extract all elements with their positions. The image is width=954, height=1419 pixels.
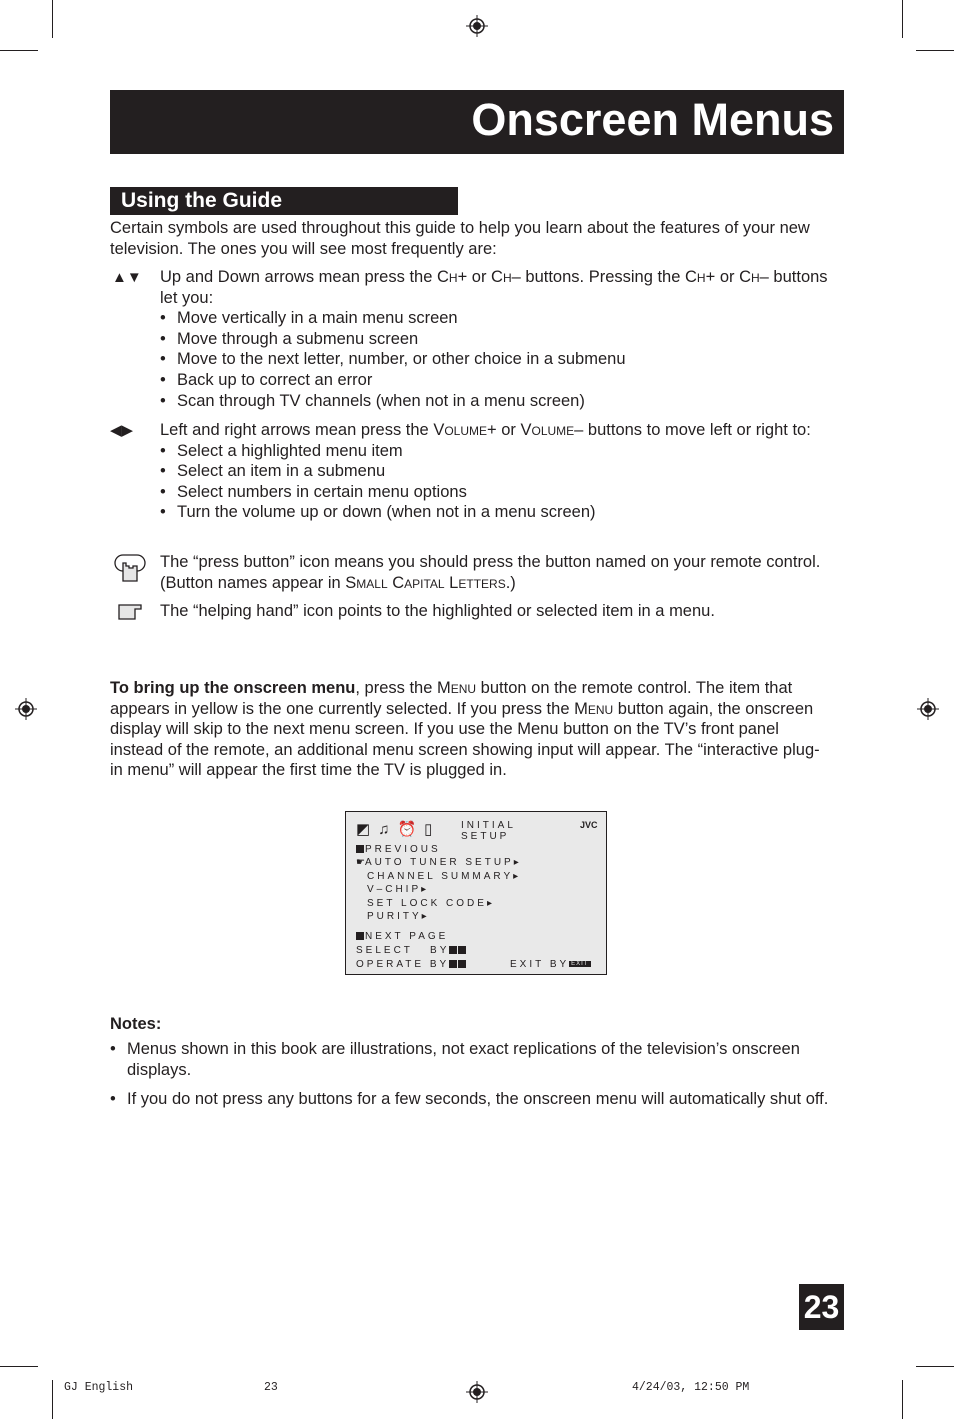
right-key-icon xyxy=(458,960,466,968)
list-item: • Move vertically in a main menu screen xyxy=(160,308,840,329)
menu-item: PURITY▸ xyxy=(367,911,430,922)
button-name: Ch xyxy=(685,268,706,286)
crop-mark xyxy=(52,0,53,38)
clock-icon: ⏰ xyxy=(397,821,425,838)
label: OPERATE BY xyxy=(356,959,450,970)
menu-item: CHANNEL SUMMARY▸ xyxy=(367,871,522,882)
button-name: Menu xyxy=(437,679,477,697)
menu-next-page xyxy=(356,931,448,942)
crop-mark xyxy=(52,1380,53,1419)
crop-mark xyxy=(902,0,903,38)
crop-mark xyxy=(916,50,954,51)
small-caps-text: Small Capital Letters xyxy=(345,573,506,592)
menu-select-by xyxy=(356,945,467,956)
crop-mark xyxy=(902,1380,903,1419)
button-name: Ch xyxy=(491,268,512,286)
list-item: • Scan through TV channels (when not in a menu screen) xyxy=(160,391,840,412)
menu-item-selected: ☛AUTO TUNER SETUP▸ xyxy=(356,857,522,868)
bold-lead: To bring up the onscreen menu xyxy=(110,679,356,697)
label: NEXT PAGE xyxy=(365,931,449,942)
helping-hand-description: The “helping hand” icon points to the highlighted or selected item in a menu. xyxy=(160,602,715,620)
text: + or xyxy=(457,268,492,286)
text: – buttons. Pressing the xyxy=(511,268,685,286)
press-button-icon xyxy=(113,553,147,585)
list-item: • Move to the next letter, number, or other choice in a submenu xyxy=(160,349,840,370)
button-name: Volume xyxy=(520,421,575,439)
button-name: Volume xyxy=(433,421,487,439)
label: PURITY xyxy=(367,911,422,922)
remote-icon: ▯ xyxy=(424,821,441,838)
footer-left: GJ English xyxy=(64,1381,134,1394)
label: SELECT BY xyxy=(356,945,450,956)
left-key-icon xyxy=(449,960,457,968)
list-item: • Select numbers in certain menu options xyxy=(160,482,840,503)
menu-icons xyxy=(356,820,440,838)
button-name: Ch xyxy=(739,268,760,286)
text: Up and Down arrows mean press the xyxy=(160,268,437,286)
left-right-arrows-icon: ◀▶ xyxy=(110,422,134,439)
text: – buttons let you: xyxy=(160,268,828,307)
page-title-bar xyxy=(110,90,844,154)
down-key-icon xyxy=(356,932,364,940)
button-name: Menu xyxy=(574,699,614,718)
registration-mark-icon xyxy=(466,1381,488,1403)
bring-up-menu-paragraph xyxy=(110,678,820,781)
footer-center: 23 xyxy=(264,1381,278,1394)
updown-description xyxy=(160,267,840,411)
up-key-icon xyxy=(356,845,364,853)
list-item: • Back up to correct an error xyxy=(160,370,840,391)
label: CHANNEL SUMMARY xyxy=(367,871,514,882)
picture-icon: ◩ xyxy=(356,821,379,838)
text: + or xyxy=(705,268,740,286)
down-key-icon xyxy=(458,946,466,954)
note-item: • Menus shown in this book are illustrations, not exact replications of the television’s onscreen displays. xyxy=(110,1039,840,1080)
text: .) xyxy=(505,573,516,592)
label: PREVIOUS xyxy=(365,844,441,855)
menu-item: V–CHIP▸ xyxy=(367,884,430,895)
leftright-description xyxy=(160,420,840,523)
text: button on the remote control. The item that appears in yellow is the one currently selected. If you press the xyxy=(110,679,793,718)
note-item: • If you do not press any buttons for a few seconds, the onscreen menu will automatically shut off. xyxy=(110,1089,840,1110)
up-key-icon xyxy=(449,946,457,954)
label: SET LOCK CODE xyxy=(367,898,487,909)
label: AUTO TUNER SETUP xyxy=(364,857,514,868)
text: , press the xyxy=(355,679,437,697)
page-title: Onscreen Menus xyxy=(471,94,834,145)
press-button-description xyxy=(160,552,840,593)
menu-heading: SETUP xyxy=(461,831,510,842)
text: – buttons to move left or right to: xyxy=(574,421,811,439)
text: The “press button” icon means you should press the button named on your remote control. (Button names appear in xyxy=(160,553,821,592)
jvc-logo: JVC xyxy=(580,820,598,830)
leftright-list xyxy=(160,441,840,523)
list-item: • Select an item in a submenu xyxy=(160,461,840,482)
hand-pointer-icon: ☛ xyxy=(356,857,365,868)
menu-item: SET LOCK CODE▸ xyxy=(367,898,495,909)
crop-mark xyxy=(916,1366,954,1367)
page-number: 23 xyxy=(799,1284,844,1330)
label: V–CHIP xyxy=(367,884,422,895)
text: button again, the onscreen display will skip to the next menu screen. If you use the Menu button on the TV’s front panel instead of the remote, an additional menu screen showing input will appear. The “interactive plug-in menu” will appear the first time the TV is plugged in. xyxy=(110,699,820,780)
menu-exit-by xyxy=(510,959,591,970)
section-heading: Using the Guide xyxy=(121,189,283,212)
text: + or xyxy=(487,421,521,439)
onscreen-menu-illustration xyxy=(345,811,607,975)
text: Left and right arrows mean press the xyxy=(160,421,434,439)
intro-paragraph: Certain symbols are used throughout this guide to help you learn about the features of your new television. The ones you will see most frequently are: xyxy=(110,219,810,258)
updown-list xyxy=(160,308,840,411)
menu-heading: INITIAL xyxy=(461,820,516,831)
exit-key: EXIT xyxy=(571,961,589,968)
list-item: • Move through a submenu screen xyxy=(160,329,840,350)
registration-mark-icon xyxy=(917,698,939,720)
button-name: Ch xyxy=(436,268,458,286)
list-item: • Turn the volume up or down (when not in a menu screen) xyxy=(160,502,840,523)
footer-right: 4/24/03, 12:50 PM xyxy=(632,1381,750,1394)
registration-mark-icon xyxy=(466,15,488,37)
section-heading-bar xyxy=(110,187,458,215)
music-icon: ♫ xyxy=(378,821,398,838)
menu-previous xyxy=(356,844,441,855)
list-item: • Select a highlighted menu item xyxy=(160,441,840,462)
up-down-arrows-icon: ▲▼ xyxy=(112,269,142,286)
notes-list xyxy=(110,1039,840,1110)
notes-heading: Notes: xyxy=(110,1015,162,1033)
crop-mark xyxy=(0,50,38,51)
registration-mark-icon xyxy=(15,698,37,720)
crop-mark xyxy=(0,1366,38,1367)
menu-operate-by xyxy=(356,959,467,970)
helping-hand-icon xyxy=(117,601,145,623)
label: EXIT BY xyxy=(510,959,570,970)
